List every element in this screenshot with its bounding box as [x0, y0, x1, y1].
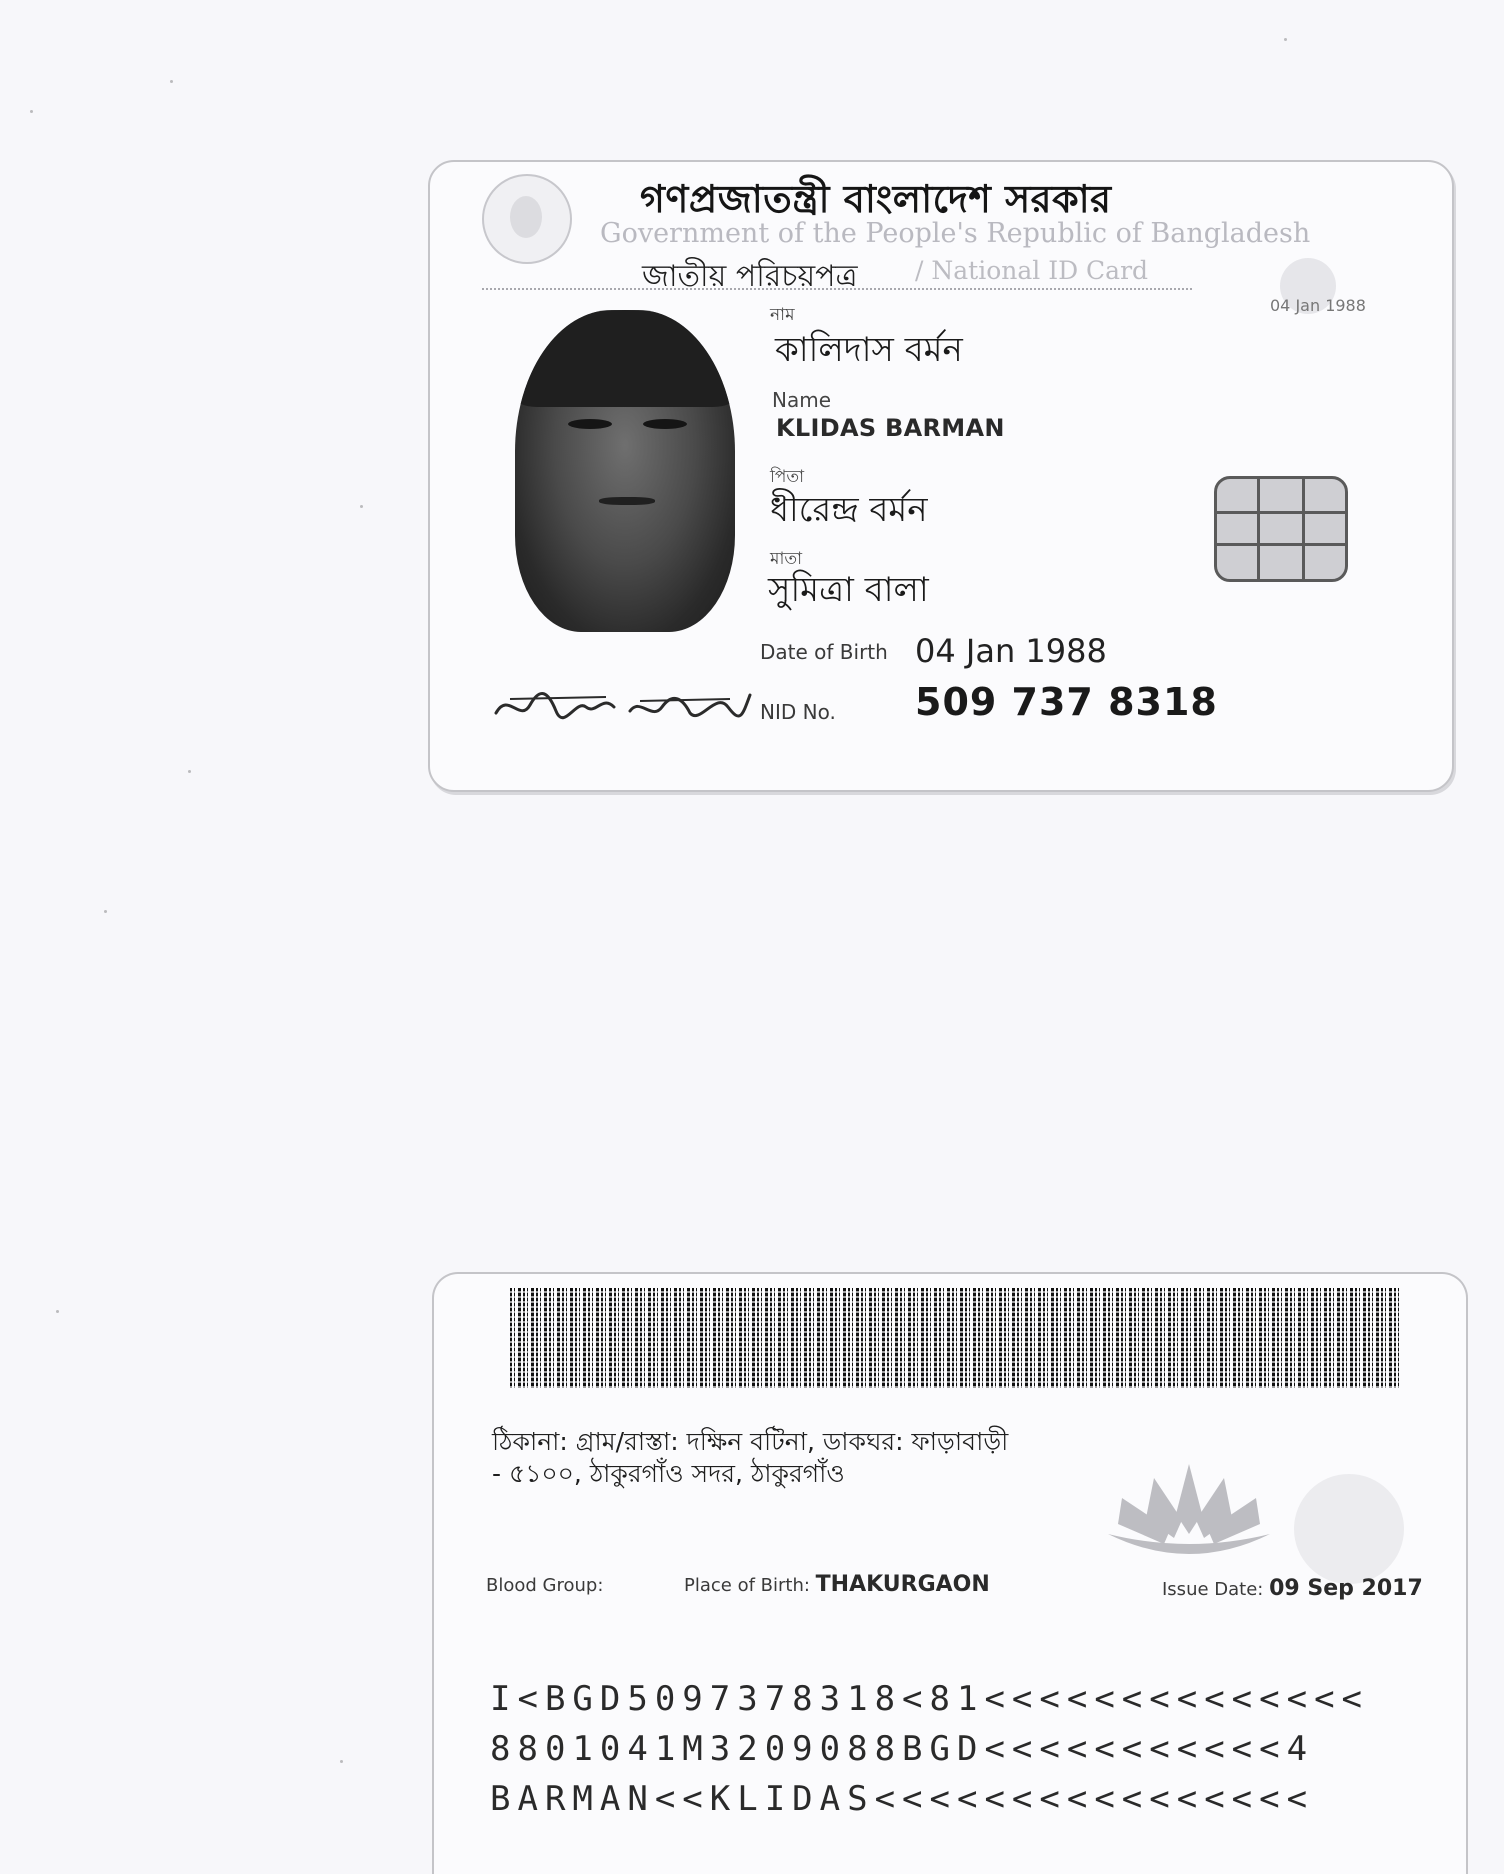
scan-speck: [30, 110, 33, 113]
dob-value: 04 Jan 1988: [915, 632, 1107, 670]
machine-readable-zone: [490, 1674, 1369, 1824]
holder-signature: [490, 677, 755, 733]
father-name: ধীরেন্দ্র বর্মন: [770, 490, 928, 530]
nid-number: 509 737 8318: [915, 680, 1218, 724]
name-label-en: Name: [772, 388, 832, 412]
mother-name: সুমিত্রা বালা: [768, 570, 929, 610]
place-of-birth-label: Place of Birth:: [684, 1575, 810, 1596]
name-en: KLIDAS BARMAN: [776, 414, 1005, 442]
smart-chip-icon: [1214, 476, 1348, 582]
holder-photo: [515, 310, 735, 632]
blood-group-field: [486, 1572, 603, 1597]
scan-speck: [360, 505, 363, 508]
place-of-birth-field: [684, 1572, 990, 1597]
ghost-portrait: [1294, 1474, 1404, 1584]
mrz-line-1: I<BGD5097378318<81<<<<<<<<<<<<<<: [490, 1679, 1370, 1719]
blood-group-label: Blood Group:: [486, 1575, 604, 1596]
government-title-bn: গণপ্রজাতন্ত্রী বাংলাদেশ সরকার: [640, 177, 1112, 221]
name-label-bn: নাম: [770, 305, 795, 325]
scan-speck: [56, 1310, 59, 1313]
card-title-bn: জাতীয় পরিচয়পত্র: [642, 259, 858, 294]
government-title-en: Government of the People's Republic of Bangladesh: [600, 218, 1311, 249]
water-lily-emblem-icon: [1094, 1454, 1284, 1562]
place-of-birth-value: THAKURGAON: [815, 1572, 990, 1597]
mrz-line-2: 8801041M3209088BGD<<<<<<<<<<<4: [490, 1729, 1315, 1769]
issue-date-label: Issue Date:: [1162, 1579, 1264, 1600]
name-bn: কালিদাস বর্মন: [775, 330, 963, 370]
scan-speck: [170, 80, 173, 83]
mrz-line-3: BARMAN<<KLIDAS<<<<<<<<<<<<<<<<: [490, 1779, 1315, 1819]
dob-watermark: 04 Jan 1988: [1270, 296, 1366, 315]
father-label: পিতা: [770, 467, 805, 487]
issue-date-field: [1162, 1576, 1423, 1601]
pdf417-barcode: [510, 1288, 1400, 1388]
scan-speck: [1284, 38, 1287, 41]
mother-label: মাতা: [770, 549, 803, 569]
address-line-2: - ৫১০০, ঠাকুরগাঁও সদর, ঠাকুরগাঁও: [492, 1459, 845, 1488]
issue-date-value: 09 Sep 2017: [1269, 1576, 1423, 1601]
header-divider: [482, 288, 1192, 290]
address-block: [492, 1426, 1132, 1490]
card-title-en: / National ID Card: [915, 256, 1149, 285]
nid-card-back: [432, 1272, 1468, 1874]
government-seal-icon: [482, 174, 572, 264]
nid-label: NID No.: [760, 700, 836, 724]
scan-speck: [188, 770, 191, 773]
address-line-1: ঠিকানা: গ্রাম/রাস্তা: দক্ষিন বটিনা, ডাকঘর: ফাড়াবাড়ী: [492, 1427, 1009, 1456]
scan-speck: [340, 1760, 343, 1763]
scan-speck: [104, 910, 107, 913]
nid-card-front: [428, 160, 1454, 792]
dob-label: Date of Birth: [760, 640, 888, 664]
